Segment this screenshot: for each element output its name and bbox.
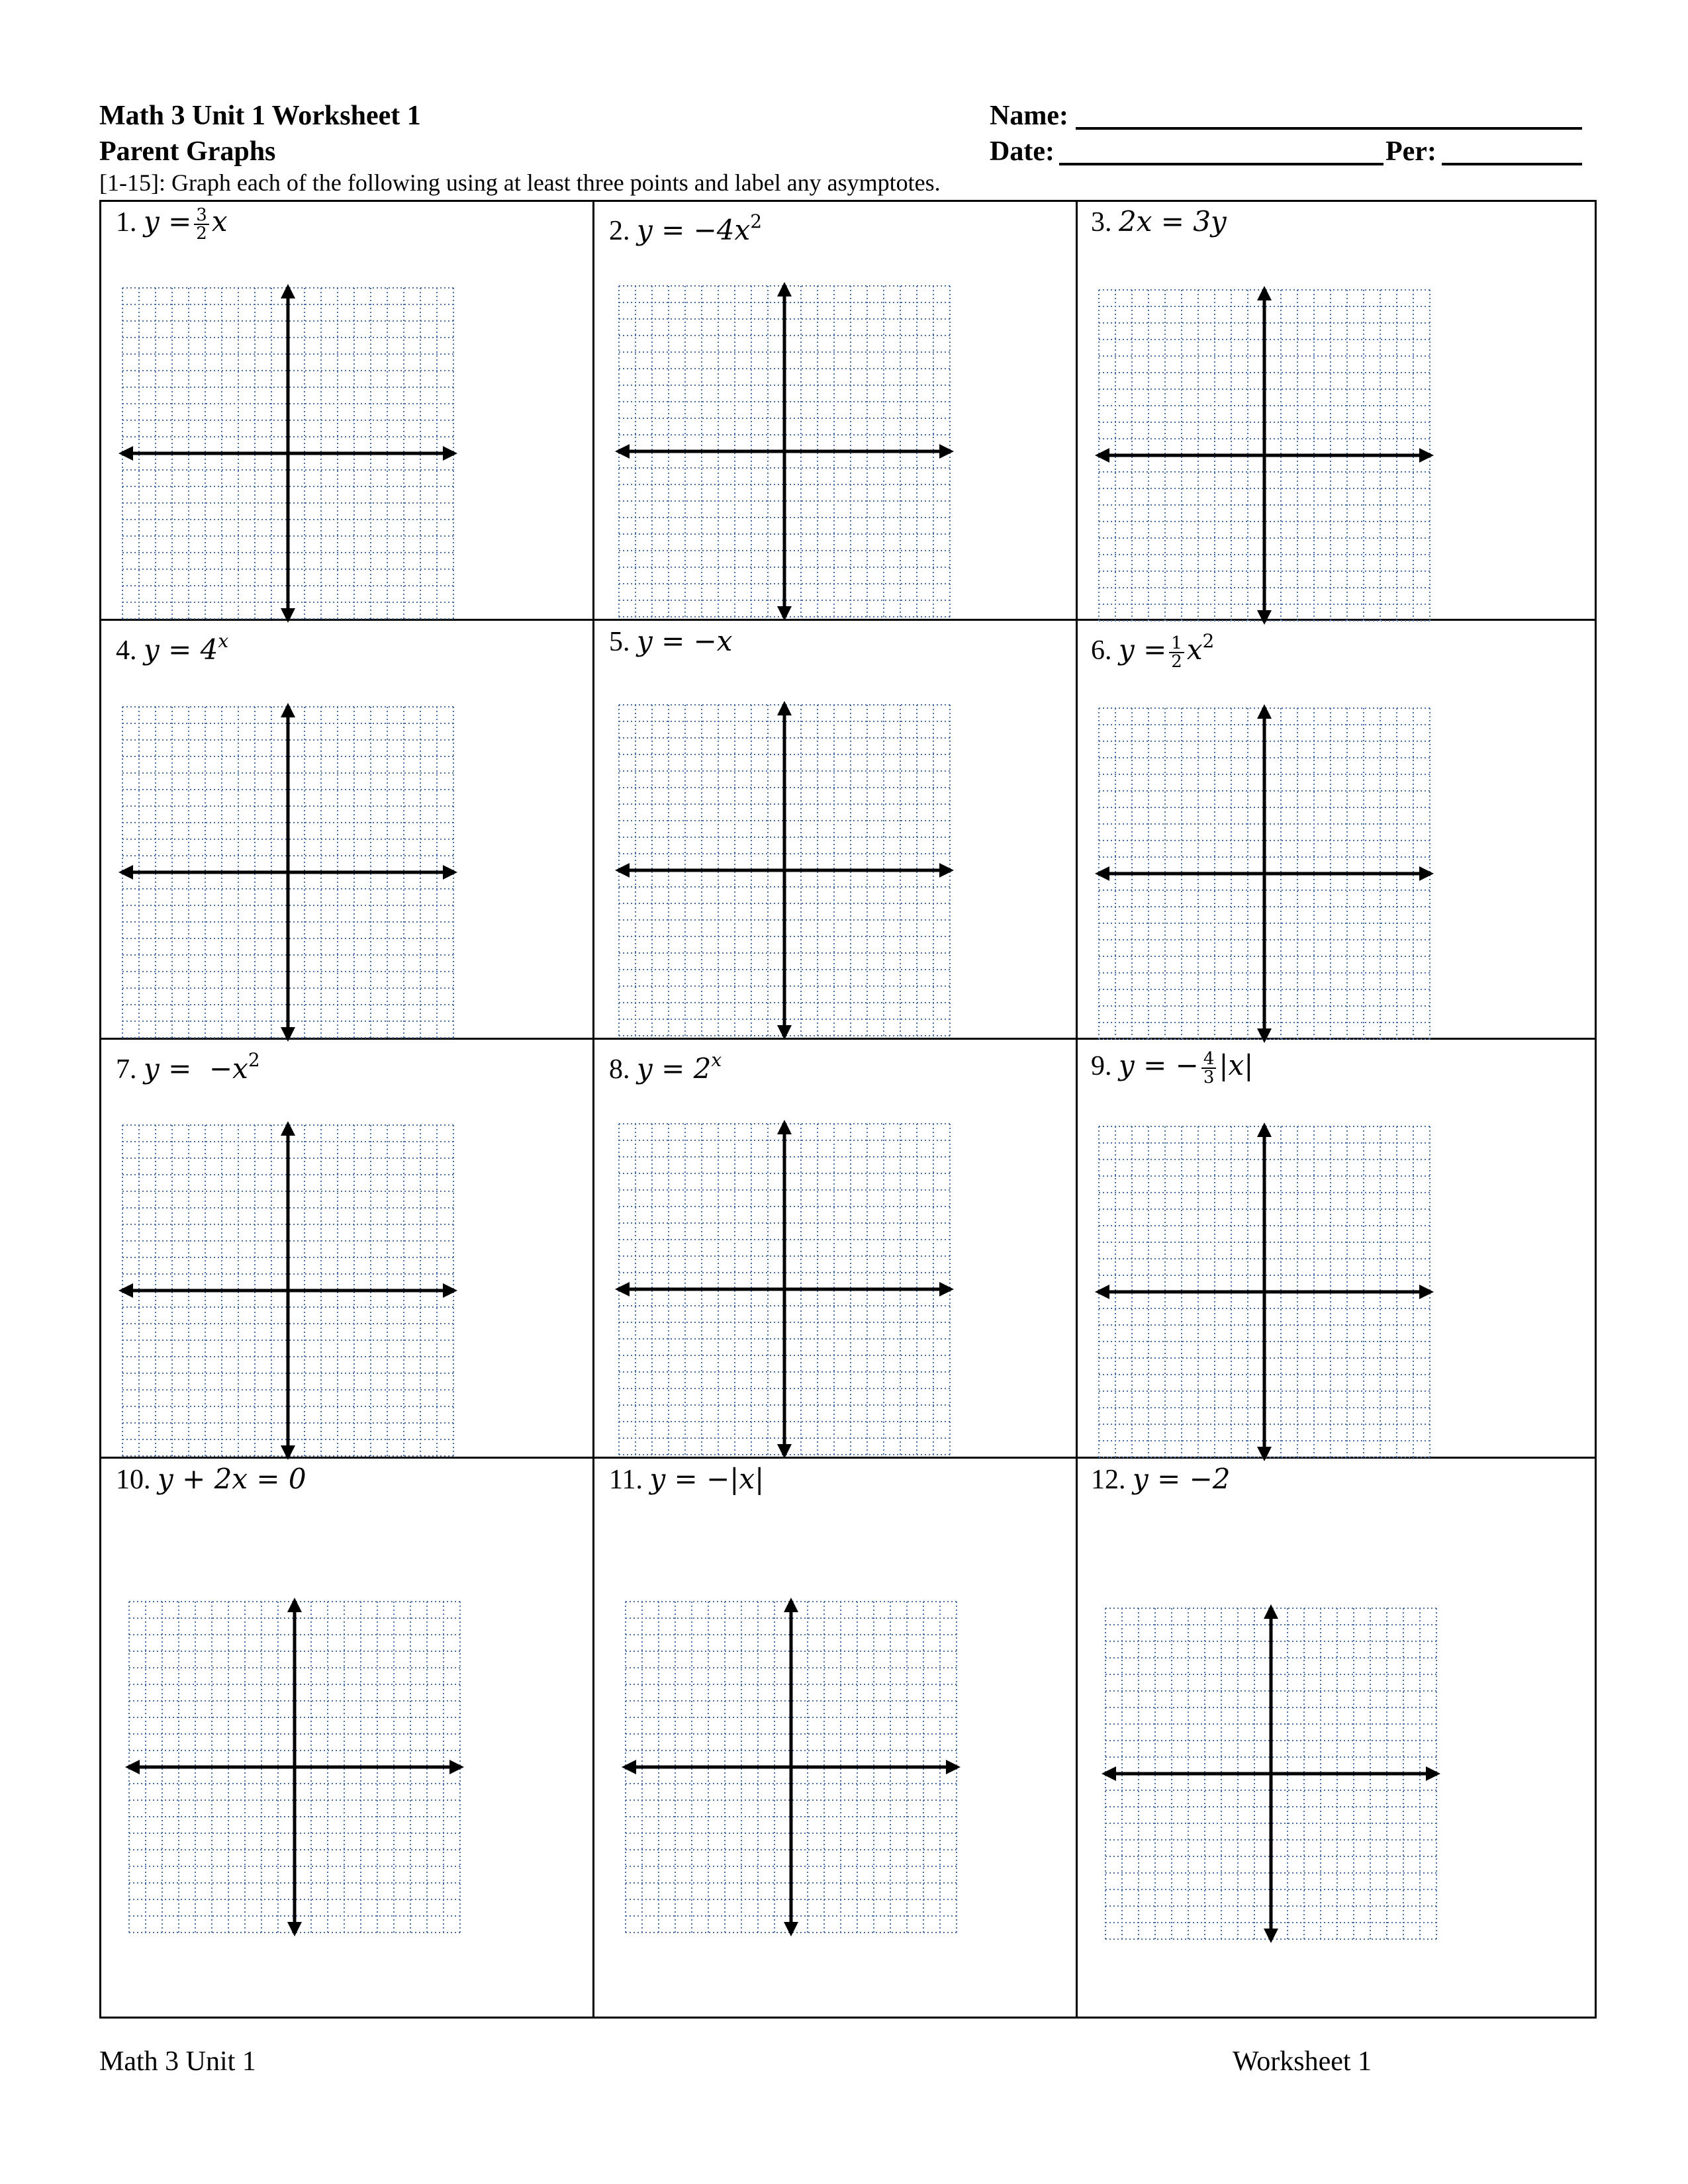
arrow-right [1419, 448, 1434, 463]
arrow-left [1095, 866, 1109, 881]
arrow-down [281, 1445, 295, 1460]
name-label: Name: [990, 101, 1068, 131]
exponent: x [711, 1049, 722, 1071]
equation: y = −2 [1133, 1463, 1231, 1495]
arrow-down [281, 608, 295, 623]
arrow-right [443, 446, 457, 461]
arrow-up [1264, 1604, 1278, 1619]
coordinate-plane-9[interactable] [1092, 1120, 1436, 1464]
arrow-up [281, 1121, 295, 1136]
exponent: 2 [248, 1049, 260, 1071]
arrow-down [1257, 1028, 1272, 1043]
problem-8 [609, 1044, 722, 1086]
exponent: 2 [750, 210, 763, 232]
arrow-left [118, 446, 133, 461]
arrow-left [1095, 1285, 1109, 1299]
numerator: 4 [1201, 1050, 1217, 1069]
arrow-left [1102, 1766, 1116, 1781]
problem-number: 7. [116, 1054, 137, 1085]
coordinate-plane-8[interactable] [612, 1117, 957, 1461]
equation: y = [144, 205, 192, 238]
date-line[interactable] [1059, 163, 1383, 165]
arrow-right [939, 863, 954, 878]
arrow-up [1257, 286, 1272, 300]
arrow-right [449, 1760, 464, 1774]
arrow-up [1257, 1122, 1272, 1137]
coordinate-plane-4[interactable] [116, 700, 460, 1044]
arrow-down [281, 1027, 295, 1042]
arrow-right [939, 444, 954, 459]
problem-number: 8. [609, 1054, 630, 1085]
arrow-down [1264, 1929, 1278, 1943]
equation: y = 2 [637, 1052, 712, 1085]
arrow-up [784, 1598, 798, 1612]
exponent: 2 [1202, 630, 1215, 652]
table-border [99, 200, 1597, 202]
denominator: 3 [1203, 1068, 1215, 1088]
arrow-right [1426, 1766, 1440, 1781]
problem-number: 2. [609, 216, 630, 246]
date-label: Date: [990, 136, 1055, 167]
problem-12 [1091, 1463, 1231, 1496]
arrow-up [281, 703, 295, 717]
period-line[interactable] [1442, 163, 1582, 165]
arrow-left [615, 863, 630, 878]
period-label: Per: [1385, 136, 1436, 167]
arrow-down [777, 1025, 792, 1040]
equation: x [1186, 633, 1203, 666]
fraction [194, 206, 209, 242]
problem-number: 1. [116, 207, 137, 238]
worksheet-subtitle: Parent Graphs [99, 136, 276, 167]
equation: 2x = 3y [1119, 205, 1227, 238]
table-border [1076, 200, 1078, 2019]
problem-10 [116, 1463, 306, 1496]
arrow-down [784, 1922, 798, 1936]
equation: y = − [1119, 1049, 1199, 1081]
arrow-left [125, 1760, 140, 1774]
coordinate-plane-1[interactable] [116, 281, 460, 625]
arrow-up [287, 1598, 302, 1612]
arrow-up [777, 1120, 792, 1134]
arrow-left [615, 1282, 630, 1297]
problem-1 [116, 205, 228, 242]
arrow-left [1095, 448, 1109, 463]
numerator: 1 [1169, 635, 1184, 653]
coordinate-plane-10[interactable] [122, 1595, 467, 1939]
denominator: 2 [196, 224, 207, 244]
arrow-up [777, 701, 792, 715]
problem-4 [116, 625, 228, 667]
fraction [1201, 1050, 1217, 1086]
arrow-right [1419, 1285, 1434, 1299]
arrow-right [939, 1282, 954, 1297]
problem-11 [609, 1463, 764, 1496]
arrow-down [1257, 1447, 1272, 1461]
equation: y = −4x [637, 214, 751, 246]
worksheet-title: Math 3 Unit 1 Worksheet 1 [99, 101, 421, 131]
equation: x [211, 205, 228, 238]
coordinate-plane-11[interactable] [619, 1595, 963, 1939]
arrow-down [1257, 610, 1272, 625]
problem-number: 11. [609, 1465, 643, 1495]
denominator: 2 [1171, 652, 1182, 672]
problem-number: 4. [116, 635, 137, 666]
equation: y = [1119, 633, 1167, 666]
arrow-up [281, 284, 295, 298]
problem-number: 6. [1091, 635, 1112, 666]
problem-7 [116, 1044, 260, 1086]
table-border [99, 200, 101, 2019]
problem-number: 10. [116, 1465, 151, 1495]
arrow-down [287, 1922, 302, 1936]
arrow-down [777, 606, 792, 621]
equation: y = −x [637, 625, 733, 657]
table-border [1595, 200, 1597, 2019]
arrow-right [443, 1283, 457, 1298]
arrow-up [1257, 704, 1272, 719]
problem-3 [1091, 205, 1227, 239]
instructions: [1-15]: Graph each of the following using at least three points and label any asymptotes. [99, 169, 941, 196]
fraction [1169, 635, 1184, 670]
arrow-left [118, 1283, 133, 1298]
problem-number: 12. [1091, 1465, 1126, 1495]
problem-number: 9. [1091, 1051, 1112, 1081]
equation: y = −x [144, 1052, 248, 1085]
problem-number: 3. [1091, 207, 1112, 238]
arrow-right [946, 1760, 961, 1774]
equation: y = 4 [144, 633, 218, 666]
arrow-down [777, 1444, 792, 1459]
coordinate-plane-2[interactable] [612, 279, 957, 623]
name-line[interactable] [1076, 127, 1582, 130]
arrow-right [1419, 866, 1434, 881]
equation: |x| [1219, 1049, 1254, 1081]
footer-left: Math 3 Unit 1 [99, 2046, 256, 2077]
arrow-left [615, 444, 630, 459]
coordinate-plane-6[interactable] [1092, 702, 1436, 1046]
coordinate-plane-5[interactable] [612, 698, 957, 1042]
arrow-right [443, 865, 457, 880]
footer-right: Worksheet 1 [1233, 2046, 1372, 2077]
coordinate-plane-7[interactable] [116, 1118, 460, 1463]
equation: y + 2x = 0 [158, 1463, 306, 1495]
problem-5 [609, 625, 733, 659]
problem-2 [609, 205, 762, 248]
coordinate-plane-3[interactable] [1092, 283, 1436, 627]
table-border [99, 2017, 1597, 2019]
table-border [592, 200, 594, 2019]
numerator: 3 [194, 206, 209, 225]
problem-number: 5. [609, 627, 630, 657]
arrow-left [622, 1760, 636, 1774]
arrow-up [777, 282, 792, 296]
problem-9 [1091, 1049, 1253, 1086]
coordinate-plane-12[interactable] [1099, 1602, 1443, 1946]
arrow-left [118, 865, 133, 880]
equation: y = −|x| [649, 1463, 765, 1495]
problem-6 [1091, 625, 1214, 670]
exponent: x [218, 630, 229, 652]
